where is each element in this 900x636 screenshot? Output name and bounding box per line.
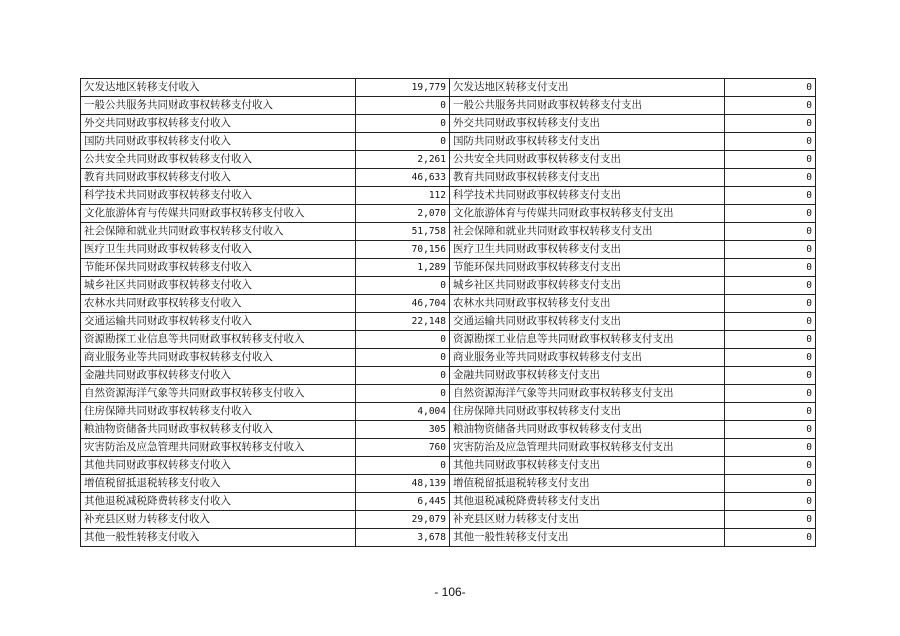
expense-item-value: 0 [725,529,816,547]
expense-item-value: 0 [725,331,816,349]
income-item-value: 0 [356,115,450,133]
expense-item-value: 0 [725,205,816,223]
expense-item-name: 科学技术共同财政事权转移支付支出 [450,187,725,205]
table-row [81,403,816,421]
income-item-name: 交通运输共同财政事权转移支付收入 [81,313,356,331]
income-item-name: 商业服务业等共同财政事权转移支付收入 [81,349,356,367]
income-item-name: 欠发达地区转移支付收入 [81,79,356,97]
table-row [81,511,816,529]
table-row [81,205,816,223]
income-item-name: 节能环保共同财政事权转移支付收入 [81,259,356,277]
expense-item-name: 交通运输共同财政事权转移支付支出 [450,313,725,331]
income-item-value: 46,633 [356,169,450,187]
table-row [81,529,816,547]
budget-table-body [81,79,816,547]
expense-item-name: 社会保障和就业共同财政事权转移支付支出 [450,223,725,241]
expense-item-value: 0 [725,259,816,277]
expense-item-name: 教育共同财政事权转移支付支出 [450,169,725,187]
income-item-name: 教育共同财政事权转移支付收入 [81,169,356,187]
expense-item-value: 0 [725,277,816,295]
income-item-value: 0 [356,367,450,385]
expense-item-value: 0 [725,295,816,313]
expense-item-value: 0 [725,115,816,133]
income-item-value: 0 [356,277,450,295]
income-item-value: 29,079 [356,511,450,529]
expense-item-value: 0 [725,439,816,457]
expense-item-value: 0 [725,385,816,403]
income-item-value: 4,004 [356,403,450,421]
expense-item-value: 0 [725,367,816,385]
table-row [81,421,816,439]
table-row [81,439,816,457]
expense-item-name: 医疗卫生共同财政事权转移支付支出 [450,241,725,259]
expense-item-name: 公共安全共同财政事权转移支付支出 [450,151,725,169]
income-item-name: 社会保障和就业共同财政事权转移支付收入 [81,223,356,241]
expense-item-name: 欠发达地区转移支付支出 [450,79,725,97]
table-row [81,367,816,385]
table-row [81,115,816,133]
expense-item-name: 自然资源海洋气象等共同财政事权转移支付支出 [450,385,725,403]
expense-item-name: 其他共同财政事权转移支付支出 [450,457,725,475]
income-item-name: 补充县区财力转移支付收入 [81,511,356,529]
income-item-name: 灾害防治及应急管理共同财政事权转移支付收入 [81,439,356,457]
table-row [81,223,816,241]
table-row [81,349,816,367]
table-row [81,331,816,349]
expense-item-value: 0 [725,133,816,151]
income-item-value: 760 [356,439,450,457]
expense-item-name: 其他退税减税降费转移支付支出 [450,493,725,511]
table-row [81,313,816,331]
income-item-value: 0 [356,457,450,475]
expense-item-name: 住房保障共同财政事权转移支付支出 [450,403,725,421]
expense-item-name: 外交共同财政事权转移支付支出 [450,115,725,133]
expense-item-name: 国防共同财政事权转移支付支出 [450,133,725,151]
income-item-value: 48,139 [356,475,450,493]
income-item-name: 医疗卫生共同财政事权转移支付收入 [81,241,356,259]
income-item-name: 自然资源海洋气象等共同财政事权转移支付收入 [81,385,356,403]
table-row [81,295,816,313]
expense-item-value: 0 [725,151,816,169]
income-item-name: 增值税留抵退税转移支付收入 [81,475,356,493]
expense-item-value: 0 [725,349,816,367]
income-item-name: 城乡社区共同财政事权转移支付收入 [81,277,356,295]
income-item-value: 6,445 [356,493,450,511]
expense-item-name: 一般公共服务共同财政事权转移支付支出 [450,97,725,115]
table-row [81,493,816,511]
income-item-value: 0 [356,97,450,115]
expense-item-name: 其他一般性转移支付支出 [450,529,725,547]
budget-table [80,78,816,547]
expense-item-value: 0 [725,475,816,493]
expense-item-name: 补充县区财力转移支付支出 [450,511,725,529]
income-item-value: 2,070 [356,205,450,223]
income-item-name: 其他共同财政事权转移支付收入 [81,457,356,475]
expense-item-value: 0 [725,313,816,331]
table-row [81,97,816,115]
income-item-value: 0 [356,331,450,349]
expense-item-name: 粮油物资储备共同财政事权转移支付支出 [450,421,725,439]
income-item-value: 305 [356,421,450,439]
table-row [81,79,816,97]
expense-item-value: 0 [725,79,816,97]
income-item-name: 金融共同财政事权转移支付收入 [81,367,356,385]
income-item-value: 22,148 [356,313,450,331]
table-row [81,241,816,259]
income-item-name: 文化旅游体育与传媒共同财政事权转移支付收入 [81,205,356,223]
table-row [81,475,816,493]
expense-item-name: 城乡社区共同财政事权转移支付支出 [450,277,725,295]
expense-item-value: 0 [725,493,816,511]
expense-item-name: 文化旅游体育与传媒共同财政事权转移支付支出 [450,205,725,223]
income-item-value: 51,758 [356,223,450,241]
expense-item-value: 0 [725,97,816,115]
income-item-value: 0 [356,385,450,403]
income-item-value: 112 [356,187,450,205]
income-item-name: 一般公共服务共同财政事权转移支付收入 [81,97,356,115]
expense-item-value: 0 [725,187,816,205]
page-number: - 106- [434,585,466,599]
expense-item-value: 0 [725,511,816,529]
expense-item-name: 商业服务业等共同财政事权转移支付支出 [450,349,725,367]
expense-item-value: 0 [725,241,816,259]
expense-item-value: 0 [725,421,816,439]
income-item-name: 其他一般性转移支付收入 [81,529,356,547]
income-item-value: 0 [356,349,450,367]
income-item-value: 46,704 [356,295,450,313]
income-item-name: 粮油物资储备共同财政事权转移支付收入 [81,421,356,439]
expense-item-name: 节能环保共同财政事权转移支付支出 [450,259,725,277]
expense-item-value: 0 [725,457,816,475]
income-item-name: 农林水共同财政事权转移支付收入 [81,295,356,313]
income-item-name: 资源勘探工业信息等共同财政事权转移支付收入 [81,331,356,349]
expense-item-value: 0 [725,169,816,187]
expense-item-name: 增值税留抵退税转移支付支出 [450,475,725,493]
income-item-value: 1,289 [356,259,450,277]
income-item-name: 国防共同财政事权转移支付收入 [81,133,356,151]
expense-item-name: 农林水共同财政事权转移支付支出 [450,295,725,313]
income-item-value: 19,779 [356,79,450,97]
income-item-value: 3,678 [356,529,450,547]
income-item-value: 0 [356,133,450,151]
expense-item-name: 灾害防治及应急管理共同财政事权转移支付支出 [450,439,725,457]
income-item-name: 其他退税减税降费转移支付收入 [81,493,356,511]
table-row [81,385,816,403]
income-item-name: 住房保障共同财政事权转移支付收入 [81,403,356,421]
table-row [81,457,816,475]
expense-item-name: 金融共同财政事权转移支付支出 [450,367,725,385]
expense-item-value: 0 [725,223,816,241]
income-item-name: 外交共同财政事权转移支付收入 [81,115,356,133]
table-row [81,187,816,205]
income-item-value: 70,156 [356,241,450,259]
table-row [81,151,816,169]
expense-item-value: 0 [725,403,816,421]
table-row [81,259,816,277]
expense-item-name: 资源勘探工业信息等共同财政事权转移支付支出 [450,331,725,349]
table-row [81,133,816,151]
income-item-name: 科学技术共同财政事权转移支付收入 [81,187,356,205]
income-item-name: 公共安全共同财政事权转移支付收入 [81,151,356,169]
income-item-value: 2,261 [356,151,450,169]
table-row [81,277,816,295]
table-row [81,169,816,187]
